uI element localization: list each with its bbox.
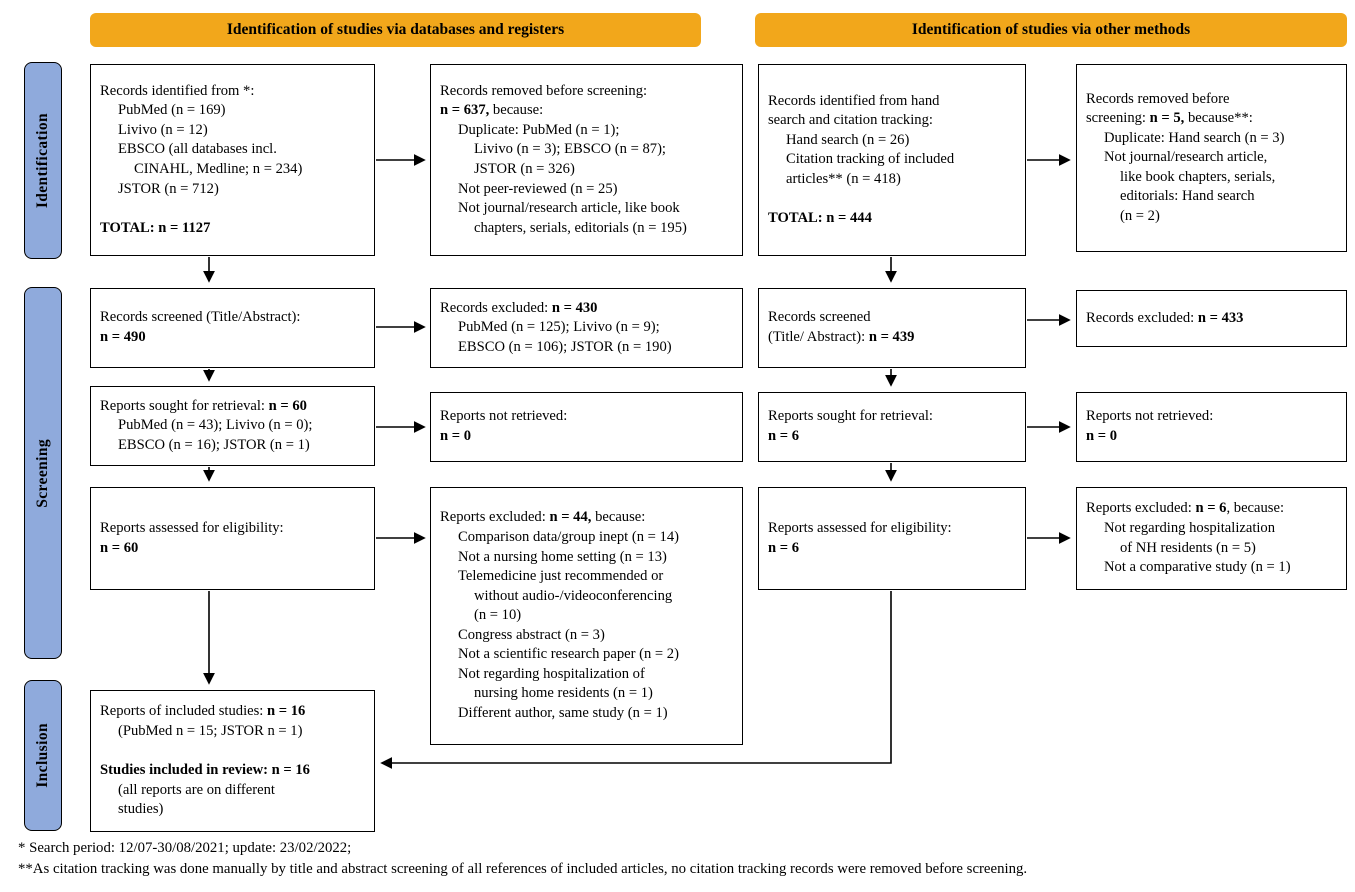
box-other-records-excluded: Records excluded: n = 433 — [1076, 290, 1347, 347]
stage-label-inclusion-text: Inclusion — [34, 723, 51, 788]
box-other-reports-excluded: Reports excluded: n = 6, because: Not regarding hospitalization of NH residents (n = 5) Not a comparative study (n = 1) — [1076, 487, 1347, 590]
box-db-records-excluded: Records excluded: n = 430 PubMed (n = 125); Livivo (n = 9); EBSCO (n = 106); JSTOR (n = 190) — [430, 288, 743, 368]
box-other-records-removed: Records removed before screening: n = 5, because**: Duplicate: Hand search (n = 3) Not journal/research article, like book chapters, serials, editorials: Hand search (n = 2) — [1076, 64, 1347, 252]
box-db-reports-sought: Reports sought for retrieval: n = 60 PubMed (n = 43); Livivo (n = 0); EBSCO (n = 16); JSTOR (n = 1) — [90, 386, 375, 466]
box-other-records-identified: Records identified from hand search and citation tracking: Hand search (n = 26) Citation tracking of included articles** (n = 418) TOTAL: n = 444 — [758, 64, 1026, 256]
stage-label-screening-text: Screening — [34, 438, 51, 508]
box-db-reports-assessed: Reports assessed for eligibility: n = 60 — [90, 487, 375, 590]
banner-databases-registers: Identification of studies via databases and registers — [90, 13, 701, 47]
stage-label-identification — [24, 62, 62, 259]
box-db-records-identified: Records identified from *: PubMed (n = 169) Livivo (n = 12) EBSCO (all databases incl. CINAHL, Medline; n = 234) JSTOR (n = 712) TOTAL: n = 1127 — [90, 64, 375, 256]
box-other-reports-assessed: Reports assessed for eligibility: n = 6 — [758, 487, 1026, 590]
stage-label-inclusion — [24, 680, 62, 831]
box-other-reports-not-retrieved: Reports not retrieved: n = 0 — [1076, 392, 1347, 462]
box-db-reports-excluded: Reports excluded: n = 44, because: Comparison data/group inept (n = 14) Not a nursing home setting (n = 13) Telemedicine just recommended or without audio-/videoconferencing (n = 10) Congress abstract (n = 3) Not a scientific research paper (n = 2) Not regarding hospitalization of nursing home residents (n = 1) Different author, same study (n = 1) — [430, 487, 743, 745]
footnotes — [18, 838, 1027, 880]
footnote-search-period: * Search period: 12/07-30/08/2021; update: 23/02/2022; — [18, 840, 352, 856]
box-included-studies: Reports of included studies: n = 16 (PubMed n = 15; JSTOR n = 1) Studies included in review: n = 16 (all reports are on different studies) — [90, 690, 375, 832]
box-other-records-screened: Records screened (Title/ Abstract): n = 439 — [758, 288, 1026, 368]
stage-label-identification-text: Identification — [34, 112, 51, 209]
box-other-reports-sought: Reports sought for retrieval: n = 6 — [758, 392, 1026, 462]
box-db-records-removed: Records removed before screening: n = 637, because: Duplicate: PubMed (n = 1); Livivo (n = 3); EBSCO (n = 87); JSTOR (n = 326) Not peer-reviewed (n = 25) Not journal/research article, like book chapters, serials, editorials (n = 195) — [430, 64, 743, 256]
footnote-citation-tracking: **As citation tracking was done manually by title and abstract screening of all references of included articles, no citation tracking records were removed before screening. — [18, 861, 1028, 877]
box-db-records-screened: Records screened (Title/Abstract): n = 490 — [90, 288, 375, 368]
stage-label-screening — [24, 287, 62, 659]
box-db-reports-not-retrieved: Reports not retrieved: n = 0 — [430, 392, 743, 462]
banner-other-methods: Identification of studies via other methods — [755, 13, 1347, 47]
